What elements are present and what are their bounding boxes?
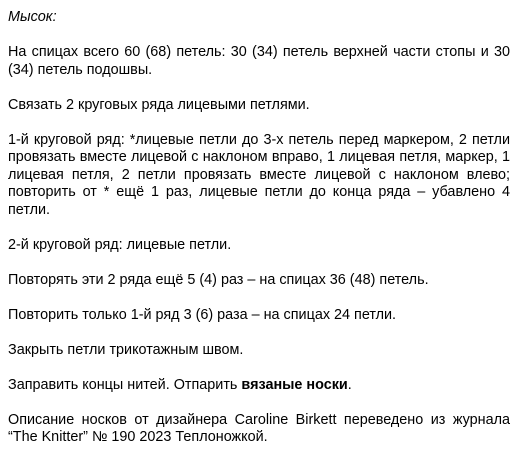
knitted-socks-link-text: вязаные носки: [241, 376, 348, 393]
finishing-text: Заправить концы нитей. Отпарить: [8, 376, 242, 393]
paragraph-round-1: 1-й круговой ряд: *лицевые петли до 3-х петель перед маркером, 2 петли провязать вместе лицевой с наклоном вправо, 1 лицевая петля, маркер, 1 лицевая петля, 2 петли провязать вместе лицевой с наклоном влево; повторить от * ещё 1 раз, лицевые петли до конца ряда – убавлено 4 петли.: [8, 131, 510, 218]
paragraph-repeat-rows: Повторять эти 2 ряда ещё 5 (4) раз – на спицах 36 (48) петель.: [8, 271, 429, 288]
paragraph-round-2: 2-й круговой ряд: лицевые петли.: [8, 236, 232, 253]
paragraph-repeat-row-1: Повторить только 1-й ряд 3 (6) раза – на спицах 24 петли.: [8, 306, 397, 323]
finishing-period: .: [347, 376, 352, 393]
paragraph-bind-off: Закрыть петли трикотажным швом.: [8, 341, 244, 358]
paragraph-credits: Описание носков от дизайнера Caroline Birkett переведено из журнала “The Knitter” № 190 2023 Теплоножкой.: [8, 411, 510, 445]
paragraph-knit-rounds: Связать 2 круговых ряда лицевыми петлями.: [8, 96, 310, 113]
paragraph-stitch-count: На спицах всего 60 (68) петель: 30 (34) петель верхней части стопы и 30 (34) петель подошвы.: [8, 44, 510, 78]
paragraph-finishing: [8, 377, 510, 395]
section-heading: Мысок:: [8, 9, 57, 25]
